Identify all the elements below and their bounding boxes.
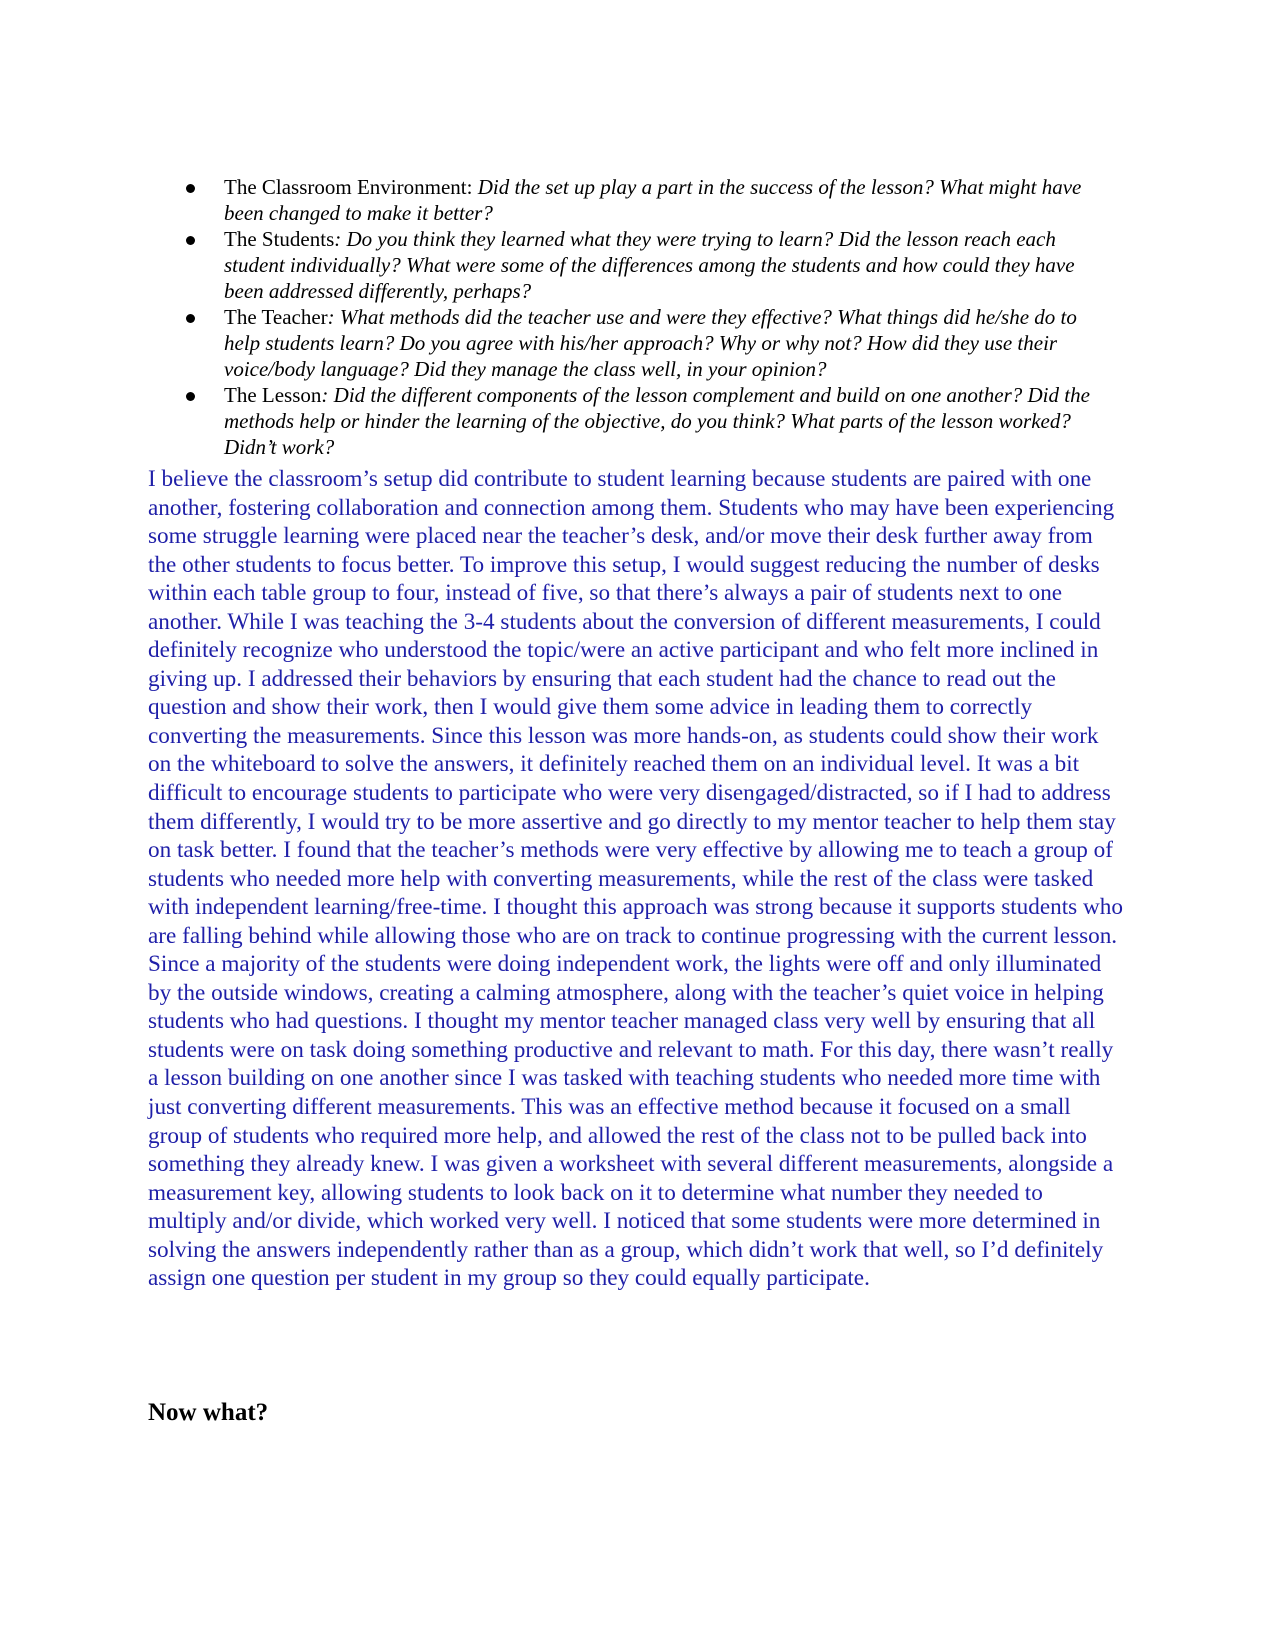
reflection-prompt-list <box>186 174 1106 460</box>
prompt-topic: The Students <box>224 227 335 251</box>
prompt-item-teacher <box>186 304 1106 382</box>
bullet-icon <box>186 314 195 323</box>
prompt-question: Did the set up play a part in the success of the lesson? What might have been changed to make it better? <box>224 175 1082 225</box>
prompt-question: : Did the different components of the lesson complement and build on one another? Did the methods help or hinder the learning of the objective, do you think? What parts of the lesson worked? Didn’t work? <box>224 383 1090 459</box>
prompt-item-classroom-environment <box>186 174 1106 226</box>
prompt-question: : What methods did the teacher use and were they effective? What things did he/she do to help students learn? Do you agree with his/her approach? Why or why not? How did they use their voice/body language? Did they manage the class well, in your opinion? <box>224 305 1077 381</box>
prompt-topic: The Lesson <box>224 383 322 407</box>
bullet-icon <box>186 184 195 193</box>
prompt-item-lesson <box>186 382 1106 460</box>
bullet-icon <box>186 392 195 401</box>
prompt-item-students <box>186 226 1106 304</box>
now-what-heading: Now what? <box>148 1399 269 1426</box>
reflection-response-paragraph: I believe the classroom’s setup did contribute to student learning because students are paired with one another, fostering collaboration and connection among them. Students who may have been experiencing some struggle learning were placed near the teacher’s desk, and/or move their desk further away from the other students to focus better. To improve this setup, I would suggest reducing the number of desks within each table group to four, instead of five, so that there’s always a pair of students next to one another. While I was teaching the 3-4 students about the conversion of different measurements, I could definitely recognize who understood the topic/were an active participant and who felt more inclined in giving up. I addressed their behaviors by ensuring that each student had the chance to read out the question and show their work, then I would give them some advice in leading them to correctly converting the measurements. Since this lesson was more hands-on, as students could show their work on the whiteboard to solve the answers, it definitely reached them on an individual level. It was a bit difficult to encourage students to participate who were very disengaged/distracted, so if I had to address them differently, I would try to be more assertive and go directly to my mentor teacher to help them stay on task better. I found that the teacher’s methods were very effective by allowing me to teach a group of students who needed more help with converting measurements, while the rest of the class were tasked with independent learning/free-time. I thought this approach was strong because it supports students who are falling behind while allowing those who are on track to continue progressing with the current lesson. Since a majority of the students were doing independent work, the lights were off and only illuminated by the outside windows, creating a calming atmosphere, along with the teacher’s quiet voice in helping students who had questions. I thought my mentor teacher managed class very well by ensuring that all students were on task doing something productive and relevant to math. For this day, there wasn’t really a lesson building on one another since I was tasked with teaching students who needed more time with just converting different measurements. This was an effective method because it focused on a small group of students who required more help, and allowed the rest of the class not to be pulled back into something they already knew. I was given a worksheet with several different measurements, alongside a measurement key, allowing students to look back on it to determine what number they needed to multiply and/or divide, which worked very well. I noticed that some students were more determined in solving the answers independently rather than as a group, which didn’t work that well, so I’d definitely assign one question per student in my group so they could equally participate. <box>148 466 1123 1292</box>
prompt-topic: The Teacher <box>224 305 328 329</box>
bullet-icon <box>186 236 195 245</box>
prompt-question: : Do you think they learned what they were trying to learn? Did the lesson reach each student individually? What were some of the differences among the students and how could they have been addressed differently, perhaps? <box>224 227 1075 303</box>
prompt-topic: The Classroom Environment: <box>224 175 473 199</box>
